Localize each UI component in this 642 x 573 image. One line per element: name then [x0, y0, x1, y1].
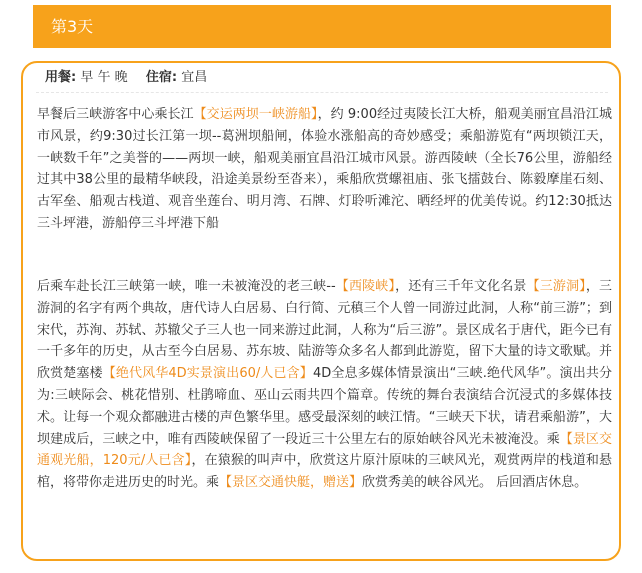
p2-highlight-boat: 【景区交通观光船，120元/人已含】 [37, 431, 612, 469]
p2-highlight-xilingxia: 【西陵峡】 [335, 279, 396, 294]
p2-text-1: 后乘车赴长江三峡第一峡，唯一未被淹没的老三峡-- [37, 279, 336, 294]
p2-highlight-show: 【绝代风华4D实景演出60/人已含】 [102, 366, 313, 382]
p1-text-1: 早餐后三峡游客中心乘长江 [37, 107, 194, 122]
p2-text-6: 欣赏秀美的峡谷风光。 后回酒店休息。 [362, 475, 588, 491]
p1-highlight-cruise: 【交运两坝一峡游船】 [193, 107, 318, 122]
meta-divider [36, 92, 608, 93]
p2-text-3: ，三游洞的名字有两个典故，唐代诗人白居易、白行简、元稹三个人曾一同游过此洞，人称“前三游”；到宋代，苏洵、苏轼、苏辙父子三人也一同来游过此洞，人称为“后三游”。景区成名于唐代，距今已有一千多年的历史，从古至今白居易、苏东坡、陆游等众多名人都到此游览，留下大量的诗文歌赋。并欣赏楚塞楼 [37, 279, 612, 382]
lodging-label: 住宿: [145, 70, 178, 85]
day-title: 第3天 [51, 17, 94, 36]
meta-row [45, 68, 207, 88]
itinerary-paragraph-2 [37, 276, 612, 494]
p2-text-5: ，在猿猴的叫声中，欣赏这片原汁原味的三峡风光，观赏两岸的栈道和悬棺，将带你走进历史的时光。乘 [37, 453, 612, 491]
p2-text-4: 4D全息多媒体情景演出“三峡.绝代风华”。演出共分为:三峡际会、桃花惜别、杜鹃啼血、巫山云雨共四个篇章。传统的舞台表演结合沉浸式的多媒体技术。让每一个观众都融进古楼的声色繁华里。感受最深刻的峡江情。“三峡天下状，请君乘船游”，大坝建成后，三峡之中，唯有西陵峡保留了一段近三十公里左右的原始峡谷风光未被淹没。乘 [37, 366, 612, 447]
p2-highlight-speedboat: 【景区交通快艇，赠送】 [219, 475, 363, 491]
p2-text-2: ，还有三千年文化名景 [395, 279, 527, 294]
itinerary-paragraph-1 [37, 104, 612, 235]
day-header [33, 5, 611, 48]
lodging-value: 宜昌 [181, 70, 208, 85]
meals-label: 用餐: [45, 70, 77, 85]
meals-value: 早 午 晚 [80, 70, 128, 85]
p1-text-2: ，约 9:00经过夷陵长江大桥，船观美丽宜昌沿江城市风景，约9:30过长江第一坝--葛洲坝船闸，体验水涨船高的奇妙感受；乘船游览有“两坝锁江天，一峡数千年”之美誉的——两坝一峡，船观美丽宜昌沿江城市风景。游西陵峡（全长76公里，游船经过其中38公里的最精华峡段，沿途美景纷至沓来），乘船欣赏螺祖庙、张飞擂鼓台、陈毅摩崖石刻、古军垒、船观古栈道、观音坐莲台、明月湾、石牌、灯聆听滩沱、晒经坪的优美传说。约12:30抵达三斗坪港，游船停三斗坪港下船 [37, 107, 612, 231]
p2-highlight-sanyoudong: 【三游洞】 [526, 279, 586, 294]
